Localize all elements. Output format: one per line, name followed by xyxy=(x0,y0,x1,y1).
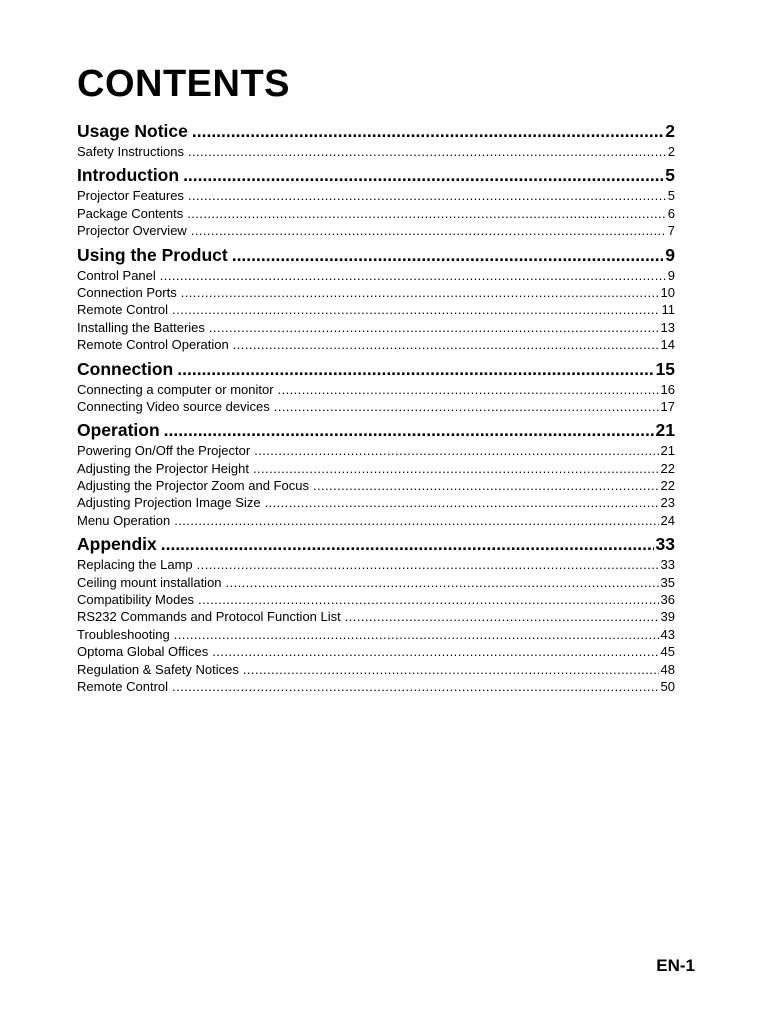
toc-entry-page: 22 xyxy=(660,478,675,494)
toc-heading-page: 5 xyxy=(665,165,675,186)
toc-heading-label: Usage Notice xyxy=(77,121,188,141)
toc-entry[interactable] xyxy=(77,319,675,336)
dot-leader xyxy=(164,418,654,442)
toc-heading-page: 21 xyxy=(655,420,675,441)
toc-heading-label: Using the Product xyxy=(77,244,228,265)
dot-leader xyxy=(174,512,658,529)
dot-leader xyxy=(188,143,666,160)
toc-entry-label: Ceiling mount installation xyxy=(77,574,222,590)
toc-heading-label: Appendix xyxy=(77,534,157,555)
toc-entry-label: RS232 Commands and Protocol Function List xyxy=(77,609,341,625)
dot-leader xyxy=(253,460,659,477)
toc-entry-page: 45 xyxy=(660,644,675,660)
toc-entry-page: 9 xyxy=(667,267,675,283)
toc-section-operation xyxy=(77,418,675,529)
toc-entry-label: Remote Control xyxy=(77,678,169,694)
toc-heading-label: Connection xyxy=(77,358,174,379)
dot-leader xyxy=(172,301,659,318)
dot-leader xyxy=(183,163,663,187)
toc-entry-label: Adjusting the Projector Height xyxy=(77,460,249,476)
toc-entry[interactable] xyxy=(77,222,675,239)
toc-entry-page: 2 xyxy=(667,144,675,159)
dot-leader xyxy=(345,608,659,625)
toc-entry[interactable] xyxy=(77,591,675,608)
dot-leader xyxy=(181,284,659,301)
dot-leader xyxy=(188,187,666,204)
toc-heading-page: 2 xyxy=(665,121,675,141)
toc-entry-label: Safety Instructions xyxy=(77,144,184,159)
dot-leader xyxy=(243,661,659,678)
dot-leader xyxy=(212,643,658,660)
dot-leader xyxy=(191,222,666,239)
toc-entry[interactable] xyxy=(77,643,675,660)
dot-leader xyxy=(278,381,659,398)
dot-leader xyxy=(209,319,659,336)
toc-entry-label: Remote Control Operation xyxy=(77,337,229,353)
toc-entry-page: 13 xyxy=(660,319,675,335)
toc-section-using-the-product xyxy=(77,243,675,354)
toc-entry-page: 14 xyxy=(660,337,675,353)
toc-entry[interactable] xyxy=(77,267,675,284)
toc-entry[interactable] xyxy=(77,608,675,625)
toc-heading-page: 33 xyxy=(655,534,675,555)
dot-leader xyxy=(187,205,666,222)
toc-entry-page: 23 xyxy=(660,495,675,511)
toc-entry[interactable] xyxy=(77,336,675,353)
toc-entry[interactable] xyxy=(77,678,675,695)
dot-leader xyxy=(192,119,663,143)
table-of-contents xyxy=(77,116,675,695)
dot-leader xyxy=(198,591,658,608)
toc-entry[interactable] xyxy=(77,661,675,678)
footer-page-number: EN-1 xyxy=(656,956,695,975)
dot-leader xyxy=(265,494,659,511)
toc-entry-page: 11 xyxy=(661,302,675,318)
toc-entry-label: Control Panel xyxy=(77,267,156,283)
dot-leader xyxy=(313,477,659,494)
dot-leader xyxy=(226,574,659,591)
toc-heading[interactable] xyxy=(77,243,675,267)
toc-entry-label: Optoma Global Offices xyxy=(77,644,209,660)
dot-leader xyxy=(233,336,659,353)
dot-leader xyxy=(274,398,659,415)
dot-leader xyxy=(177,357,653,381)
toc-entry[interactable] xyxy=(77,556,675,573)
toc-entry-label: Connecting a computer or monitor xyxy=(77,381,274,397)
toc-entry-page: 39 xyxy=(660,609,675,625)
toc-entry-label: Regulation & Safety Notices xyxy=(77,661,239,677)
toc-entry-label: Troubleshooting xyxy=(77,626,170,642)
toc-entry-page: 5 xyxy=(667,188,675,204)
dot-leader xyxy=(161,532,654,556)
toc-heading[interactable] xyxy=(77,119,675,143)
toc-entry-page: 36 xyxy=(660,592,675,608)
toc-entry[interactable] xyxy=(77,442,675,459)
toc-entry-page: 7 xyxy=(667,223,675,239)
toc-entry-page: 22 xyxy=(660,460,675,476)
toc-entry-label: Projector Features xyxy=(77,188,184,204)
toc-heading[interactable] xyxy=(77,418,675,442)
toc-entry-label: Adjusting Projection Image Size xyxy=(77,495,261,511)
toc-section-connection xyxy=(77,357,675,416)
dot-leader xyxy=(232,243,664,267)
toc-entry[interactable] xyxy=(77,187,675,204)
toc-entry-label: Projector Overview xyxy=(77,223,187,239)
toc-entry[interactable] xyxy=(77,205,675,222)
toc-entry-page: 16 xyxy=(660,381,675,397)
toc-entry-label: Powering On/Off the Projector xyxy=(77,443,251,459)
toc-entry[interactable] xyxy=(77,494,675,511)
toc-entry[interactable] xyxy=(77,460,675,477)
dot-leader xyxy=(254,442,658,459)
toc-entry-page: 6 xyxy=(667,205,675,221)
toc-entry-page: 33 xyxy=(660,557,675,573)
toc-entry-page: 35 xyxy=(660,574,675,590)
toc-entry[interactable] xyxy=(77,398,675,415)
toc-entry-page: 50 xyxy=(660,678,675,694)
toc-section-introduction xyxy=(77,163,675,239)
toc-entry-label: Compatibility Modes xyxy=(77,592,195,608)
toc-entry[interactable] xyxy=(77,143,675,160)
toc-entry-page: 48 xyxy=(660,661,675,677)
toc-entry-label: Remote Control xyxy=(77,302,169,318)
page-title: CONTENTS xyxy=(77,63,290,105)
toc-entry-label: Menu Operation xyxy=(77,512,171,528)
toc-heading[interactable] xyxy=(77,532,675,556)
toc-heading-page: 15 xyxy=(655,358,675,379)
toc-entry[interactable] xyxy=(77,626,675,643)
toc-heading-page: 9 xyxy=(665,244,675,265)
toc-entry[interactable] xyxy=(77,301,675,318)
toc-entry-label: Installing the Batteries xyxy=(77,319,205,335)
toc-heading[interactable] xyxy=(77,357,675,381)
dot-leader xyxy=(174,626,659,643)
toc-entry-label: Package Contents xyxy=(77,205,184,221)
toc-entry[interactable] xyxy=(77,574,675,591)
toc-entry-page: 21 xyxy=(660,443,675,459)
toc-entry-page: 24 xyxy=(660,512,675,528)
toc-heading-label: Introduction xyxy=(77,165,180,186)
toc-section-usage-notice xyxy=(77,119,675,160)
toc-entry-label: Replacing the Lamp xyxy=(77,557,193,573)
toc-section-appendix xyxy=(77,532,675,695)
toc-entry[interactable] xyxy=(77,512,675,529)
toc-entry-label: Connecting Video source devices xyxy=(77,398,270,414)
dot-leader xyxy=(160,267,666,284)
toc-entry[interactable] xyxy=(77,381,675,398)
toc-entry-label: Connection Ports xyxy=(77,284,177,300)
toc-heading-label: Operation xyxy=(77,420,160,441)
dot-leader xyxy=(172,678,658,695)
dot-leader xyxy=(197,556,659,573)
toc-entry-page: 10 xyxy=(660,284,675,300)
toc-entry[interactable] xyxy=(77,477,675,494)
toc-entry-page: 17 xyxy=(660,398,675,414)
toc-heading[interactable] xyxy=(77,163,675,187)
toc-entry-page: 43 xyxy=(660,626,675,642)
toc-entry-label: Adjusting the Projector Zoom and Focus xyxy=(77,478,309,494)
toc-entry[interactable] xyxy=(77,284,675,301)
